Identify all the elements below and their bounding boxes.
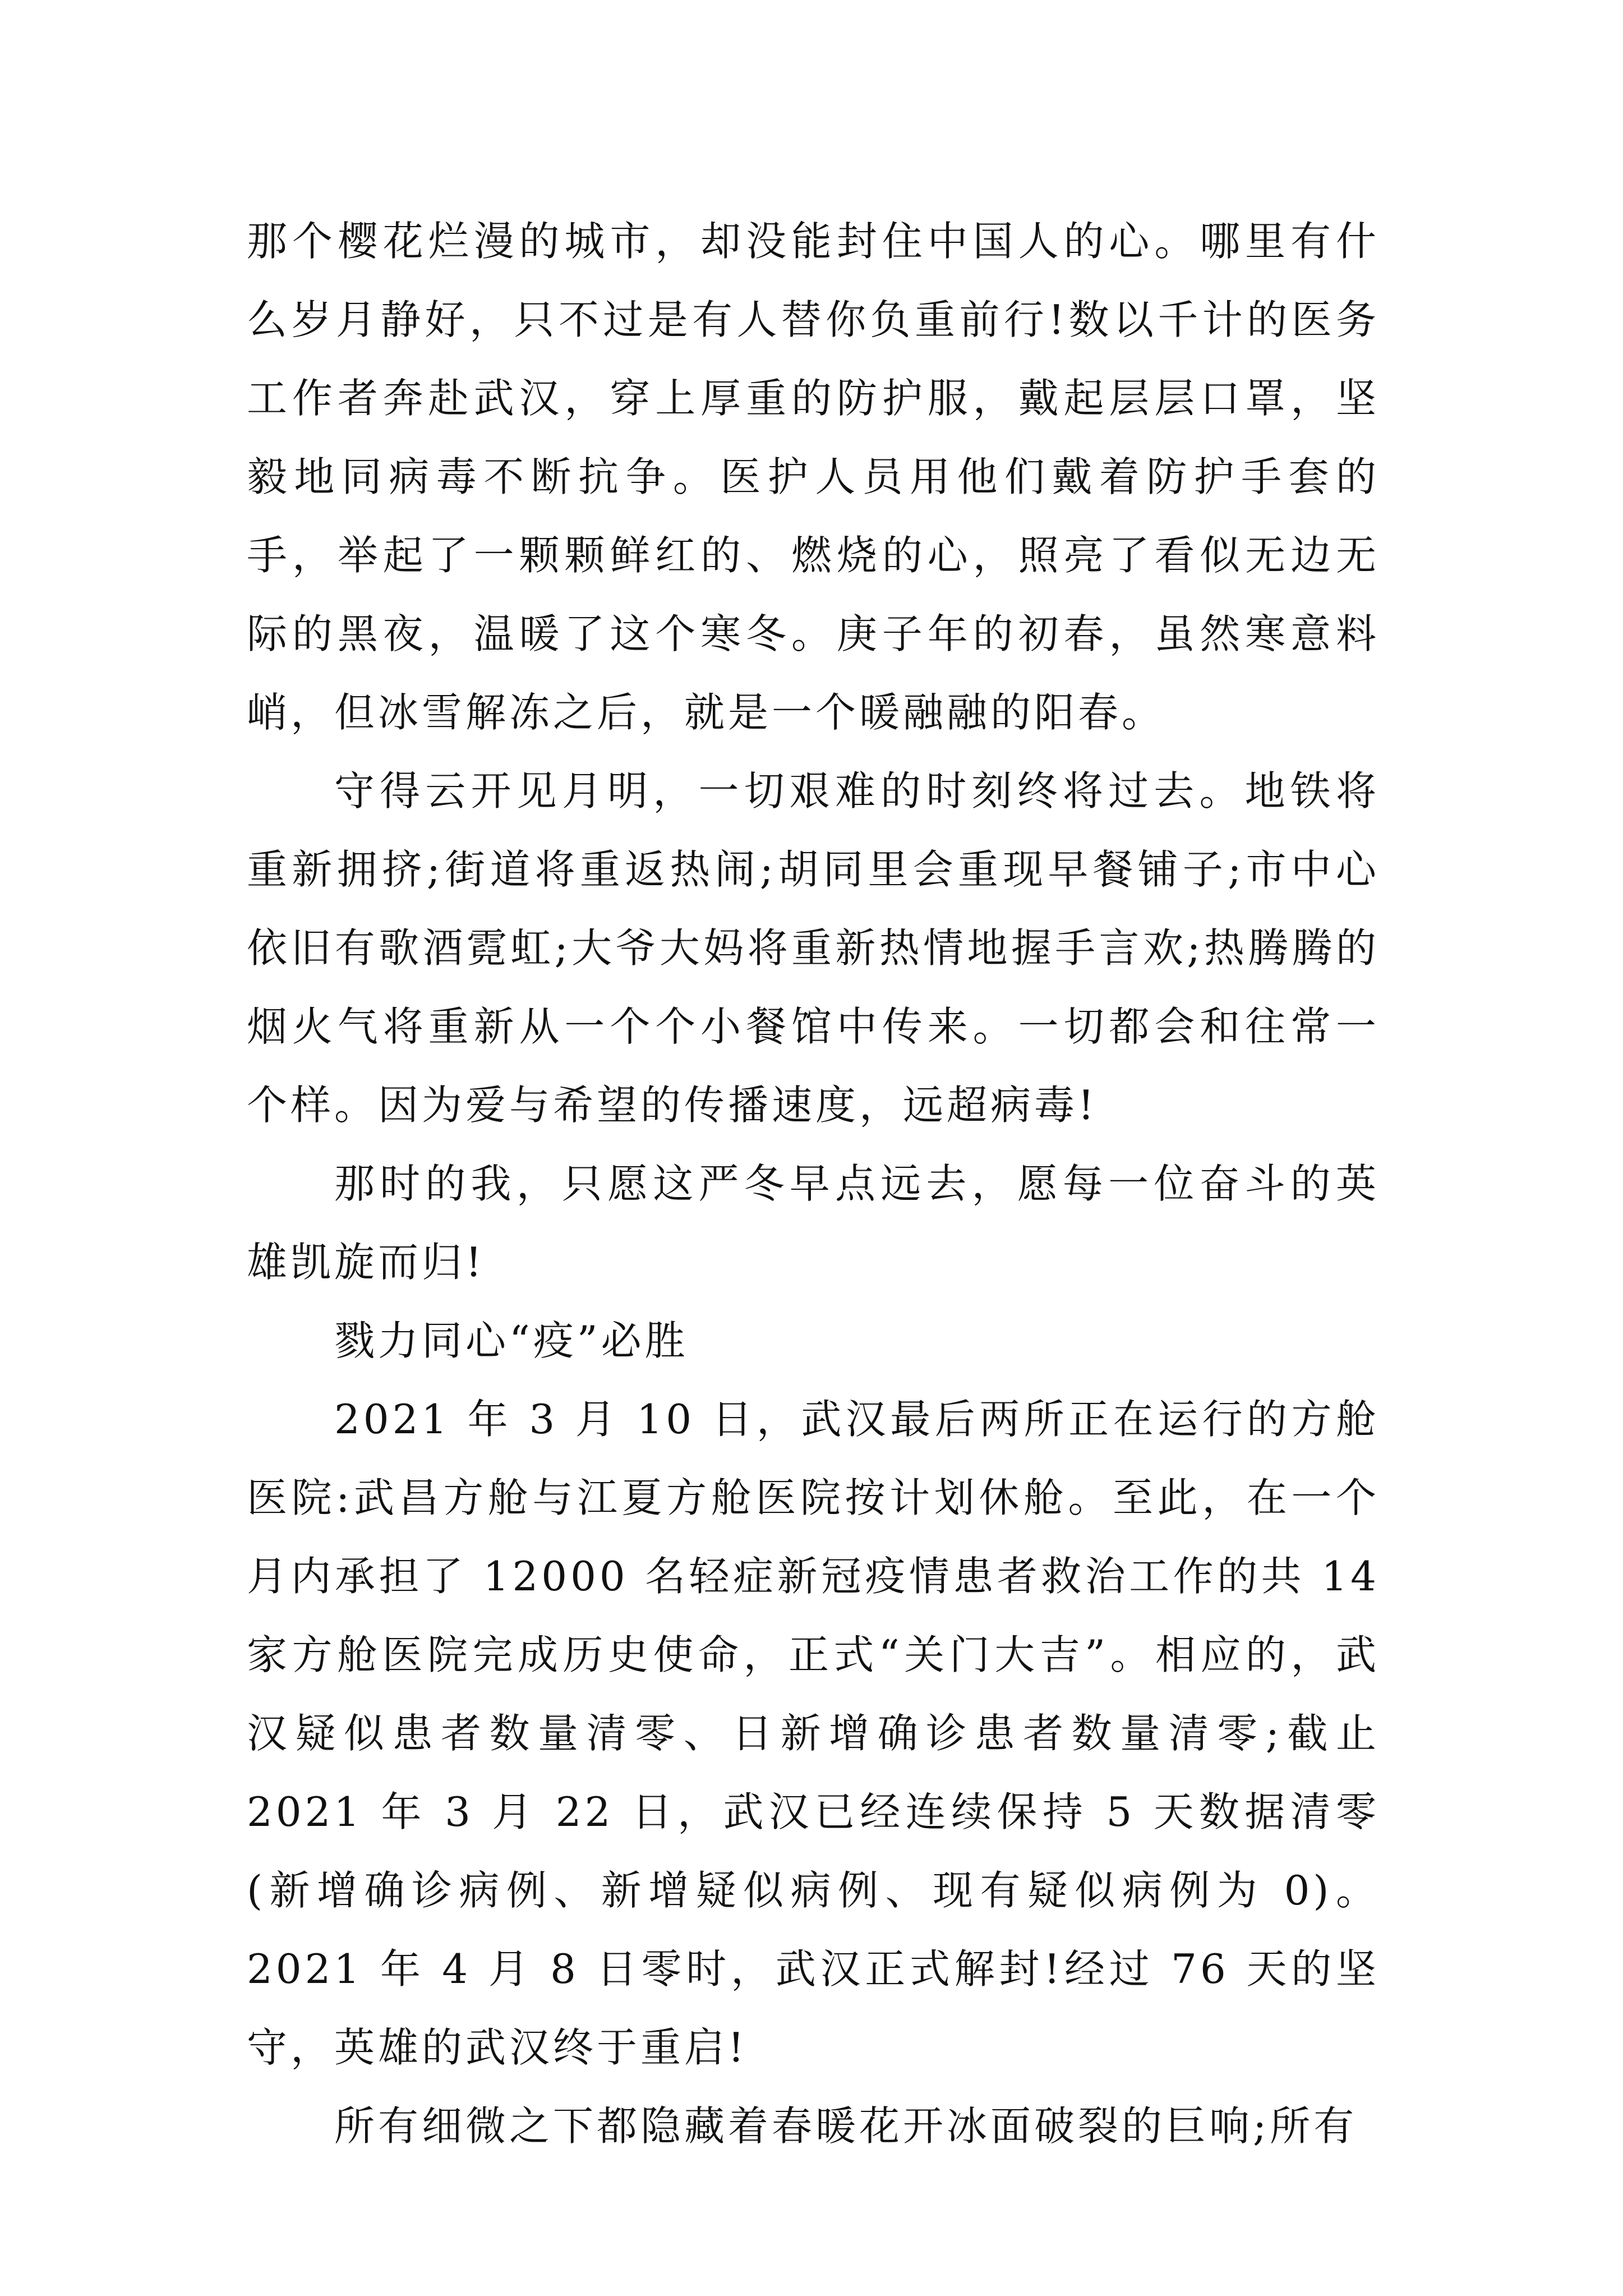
paragraph-2: 守得云开见月明，一切艰难的时刻终将过去。地铁将重新拥挤;街道将重返热闹;胡同里会重现早餐铺子;市中心依旧有歌酒霓虹;大爷大妈将重新热情地握手言欢;热腾腾的烟火气将重新从一个个小餐馆中传来。一切都会和往常一个样。因为爱与希望的传播速度，远超病毒!: [247, 767, 1380, 1129]
paragraph-3: 那时的我，只愿这严冬早点远去，愿每一位奋斗的英雄凯旋而归!: [247, 1160, 1380, 1286]
body-text: [247, 202, 1380, 2165]
paragraph-1: 那个樱花烂漫的城市，却没能封住中国人的心。哪里有什么岁月静好，只不过是有人替你负重前行!数以千计的医务工作者奔赴武汉，穿上厚重的防护服，戴起层层口罩，坚毅地同病毒不断抗争。医护人员用他们戴着防护手套的手，举起了一颗颗鲜红的、燃烧的心，照亮了看似无边无际的黑夜，温暖了这个寒冬。庚子年的初春，虽然寒意料峭，但冰雪解冻之后，就是一个暖融融的阳春。: [247, 218, 1380, 736]
paragraph-5: 所有细微之下都隐藏着春暖花开冰面破裂的巨响;所有: [334, 2102, 1358, 2150]
section-heading: 戮力同心“疫”必胜: [334, 1317, 689, 1364]
paragraph-4: 2021 年 3 月 10 日，武汉最后两所正在运行的方舱医院:武昌方舱与江夏方舱医院按计划休舱。至此，在一个月内承担了 12000 名轻症新冠疫情患者救治工作的共 14 家方舱医院完成历史使命，正式“关门大吉”。相应的，武汉疑似患者数量清零、日新增确诊患者数量清零;截止 2021 年 3 月 22 日，武汉已经连续保持 5 天数据清零(新增确诊病例、新增疑似病例、现有疑似病例为 0)。2021 年 4 月 8 日零时，武汉正式解封!经过 76 天的坚守，英雄的武汉终于重启!: [247, 1396, 1380, 2071]
